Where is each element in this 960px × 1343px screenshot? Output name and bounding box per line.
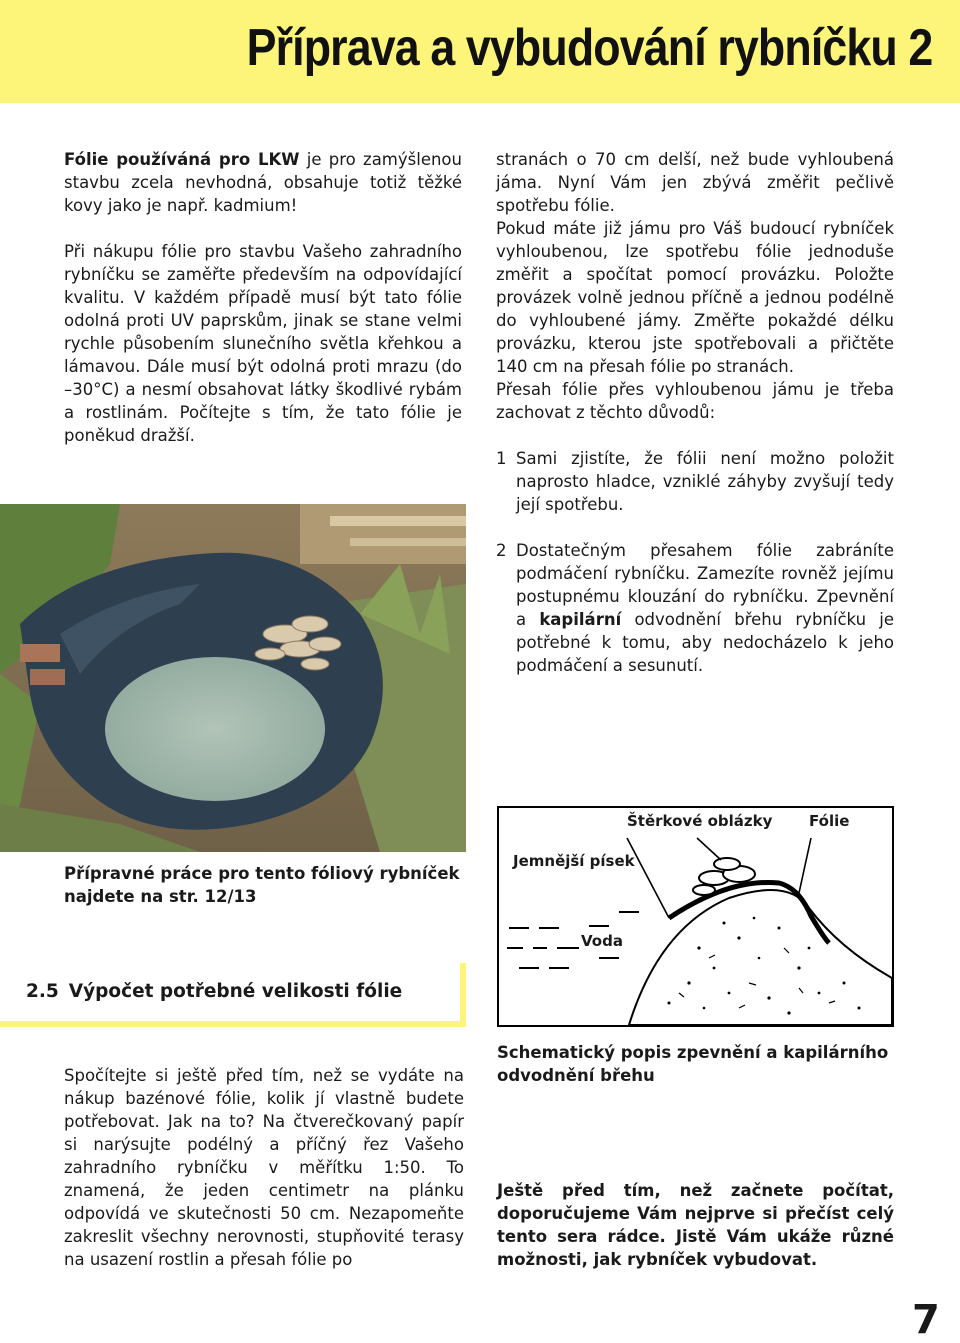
list-number: 1 [496,449,507,468]
diagram-caption: Schematický popis zpevnění a kapilárního odvodnění břehu [497,1043,889,1085]
photo-caption: Přípravné práce pro tento fóliový rybníček najdete na str. 12/13 [64,864,460,906]
section-title [26,981,402,1002]
list-item [496,447,894,516]
page-number: 7 [912,1297,940,1343]
foil-warning-bold: Fólie používáná pro LKW [64,150,300,169]
final-note: Ještě před tím, než začnete počítat, doporučujeme Vám nejprve si přečíst celý tento sera rádce. Jistě Vám ukáže různé možnosti, jak rybníček vybudovat. [497,1181,894,1269]
section-heading-band [0,963,466,1027]
list-text: Dostatečným přesahem fólie zabráníte podmáčení rybníčku. Zamezíte rovněž jejímu postupnému klouzání do rybníčku. Zpevnění a kapilární odvodnění břehu rybníčku je potřebné k tomu, aby nedocházelo k jeho podmáčení a sesunutí. [516,541,894,675]
paragraph-measure: Pokud máte již jámu pro Váš budoucí rybníček vyhloubenou, lze spotřebu fólie jednoduše změřit a spočítat pomocí provázku. Položte provázek volně jednou příčně a jednou podélně do vyhloubené jámy. Změřte pokaždé délku provázku, kterou jste spotřebovali a přičtěte 140 cm na přesah fólie po stranách. [496,219,894,376]
bank-diagram [497,806,894,1027]
section-label: Výpočet potřebné velikosti fólie [68,981,403,1002]
label-gravel: Štěrkové oblázky [627,812,773,830]
left-column [64,148,462,447]
paragraph-continued: stranách o 70 cm delší, než bude vyhloubená jáma. Nyní Vám jen zbývá změřit pečlivě spotřebu fólie. [496,150,894,215]
paragraph-overlap: Přesah fólie přes vyhloubenou jámu je třeba zachovat z těchto důvodů: [496,380,894,422]
pond-photo [0,504,466,852]
label-sand: Jemnější písek [513,852,635,870]
section-number: 2.5 [26,981,59,1002]
label-water: Voda [581,932,623,950]
list-item [496,539,894,677]
list-text: Sami zjistíte, že fólii není možno položit naprosto hladce, vzniklé záhyby zvyšují tedy její spotřebu. [516,449,894,514]
page-title: Příprava a vybudování rybníčku 2 [246,19,932,77]
paragraph-foil-warning [64,148,462,217]
right-column [496,148,894,677]
paragraph-calculation: Spočítejte si ještě před tím, než se vydáte na nákup bazénové fólie, kolik jí vlastně budete potřebovat. Jak na to? Na čtverečkovaný papír si narýsujte podélný a příčný řez Vašeho zahradního rybníčku v měřítku 1:50. To znamená, že jeden centimetr na plánku odpovídá ve skutečnosti 50 cm. Nezapomeňte zakreslit všechny nerovnosti, stupňovité terasy na usazení rostlin a přesah fólie po [64,1066,464,1269]
bottom-left-text [64,1064,464,1271]
foil-warning-rest: je pro zamýšlenou stavbu zcela nevhodná, obsahuje totiž těžké kovy jako je např. kadmium! [64,150,462,215]
label-foil: Fólie [809,812,850,830]
paragraph-foil-quality: Při nákupu fólie pro stavbu Vašeho zahradního rybníčku se zaměřte především na odpovídající kvalitu. V každém případě musí být tato fólie odolná proti UV paprskům, jinak se stane velmi rychle působením slunečního světla křehkou a lámavou. Dále musí být odolná proti mrazu (do –30°C) a nesmí obsahovat látky škodlivé rybám a rostlinám. Počítejte s tím, že tato fólie je poněkud dražší. [64,242,462,445]
list-number: 2 [496,541,507,560]
